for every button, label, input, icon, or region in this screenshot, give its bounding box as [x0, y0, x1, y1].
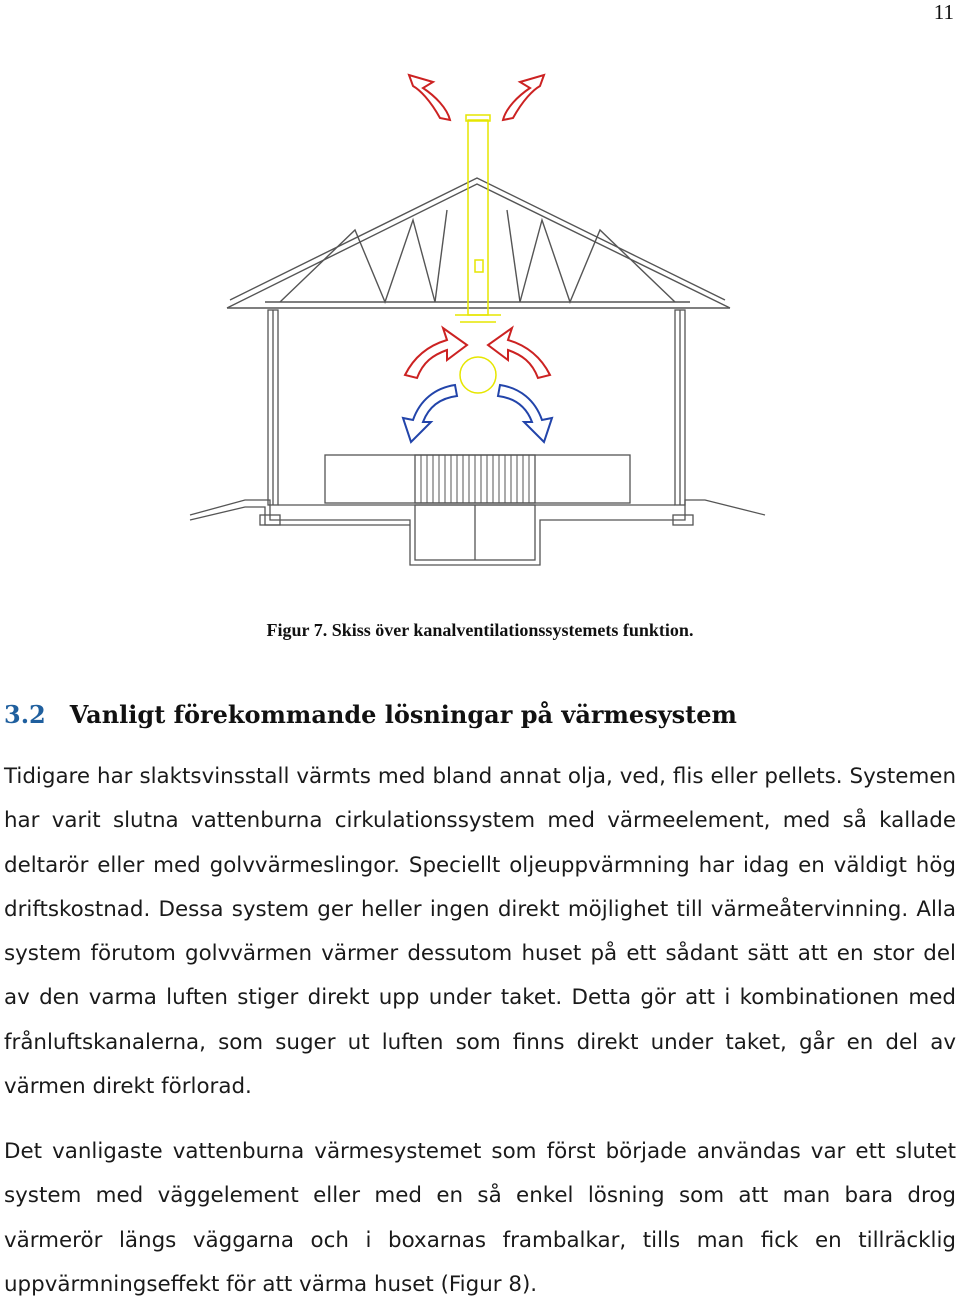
- ventilation-sketch-svg: [185, 70, 770, 570]
- section-title: Vanligt förekommande lösningar på värmesystem: [69, 700, 737, 729]
- body-paragraph-1: Tidigare har slaktsvinsstall värmts med bland annat olja, ved, flis eller pellets. Systemen har varit slutna vattenburna cirkulationssystem med värmeelement, med så kallade deltarör eller med golvvärmeslingor. Speciellt oljeuppvärmning har idag en väldigt hög driftskostnad. Dessa system ger heller ingen direkt möjlighet till värmeåtervinning. Alla system förutom golvvärmen värmer dessutom huset på ett sådant sätt att en stor del av den varma luften stiger direkt upp under taket. Detta gör att i kombinationen med frånluftskanalerna, som suger ut luften som finns direkt under taket, går en del av värmen direkt förlorad.: [4, 764, 956, 1100]
- section-number: 3.2: [4, 700, 46, 729]
- roof: [227, 178, 730, 308]
- warm-air-arrow-icon: [405, 328, 550, 378]
- foundation: [190, 500, 765, 565]
- body-paragraph-2: Det vanligaste vattenburna värmesystemet som först började användas var ett slutet system med väggelement eller med en så enkel lösning som att man bara drog värmerör längs väggarna och i boxarnas frambalkar, tills man fick en tillräcklig uppvärmningseffekt för att värma huset (Figur 8).: [4, 1139, 956, 1297]
- figure-caption: Figur 7. Skiss över kanalventilationssystemets funktion.: [266, 620, 694, 640]
- chimney-exhaust-duct: [455, 115, 501, 393]
- section-heading: [4, 700, 737, 729]
- walls: [268, 310, 685, 505]
- ventilation-sketch-figure: [185, 70, 770, 570]
- warm-air-arrow-icon: [409, 75, 544, 120]
- page-number: 11: [933, 0, 954, 24]
- slatted-floor: [421, 455, 529, 503]
